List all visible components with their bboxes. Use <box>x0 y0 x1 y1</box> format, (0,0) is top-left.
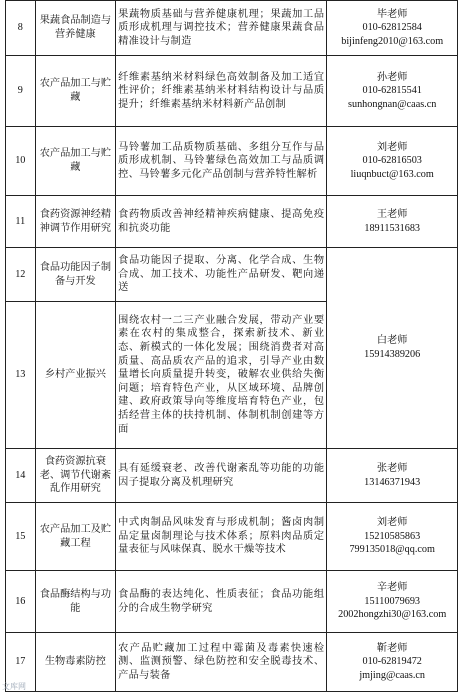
row-number: 15 <box>6 503 36 571</box>
table-row <box>6 633 458 692</box>
contact-name: 毕老师 <box>376 8 408 20</box>
research-field: 食药资源抗衰老、调节代谢紊乱作用研究 <box>35 449 116 503</box>
row-number: 16 <box>6 571 36 633</box>
contact-cell <box>327 449 458 503</box>
research-direction: 食药物质改善神经精神疾病健康、提高免疫和抗炎功能 <box>116 196 327 248</box>
contact-cell <box>327 56 458 127</box>
contact-email[interactable]: 2002hongzhi30@163.com <box>338 609 447 621</box>
research-field: 生物毒素防控 <box>35 633 116 692</box>
table-row <box>6 571 458 633</box>
row-number: 8 <box>6 1 36 56</box>
row-number: 10 <box>6 127 36 196</box>
research-field: 农产品加工与贮藏 <box>35 56 116 127</box>
table-row <box>6 196 458 248</box>
contact-name: 孙老师 <box>376 71 408 83</box>
contact-email[interactable]: 799135018@qq.com <box>349 544 435 556</box>
contact-name: 白老师 <box>376 335 408 347</box>
contact-cell <box>327 196 458 248</box>
contact-name: 刘老师 <box>376 517 408 529</box>
research-direction: 马铃薯加工品质物质基础、多组分互作与品质形成机制、马铃薯绿色高效加工与品质调控、马铃薯多元化产品创制与营养特性解析 <box>116 127 327 196</box>
research-direction: 具有延缓衰老、改善代谢紊乱等功能的功能因子提取分离及机理研究 <box>116 449 327 503</box>
contact-phone: 010-62812584 <box>362 22 422 34</box>
contact-phone: 010-62819472 <box>362 656 422 668</box>
contact-cell <box>327 248 458 449</box>
contact-email[interactable]: jmjing@caas.cn <box>359 669 426 681</box>
contact-phone: 010-62815541 <box>362 85 422 97</box>
row-number: 12 <box>6 248 36 302</box>
contact-phone: 13146371943 <box>364 476 421 488</box>
talent-table <box>5 0 458 692</box>
contact-name: 靳老师 <box>376 642 408 654</box>
contact-email[interactable]: liuqnbuct@163.com <box>350 168 434 180</box>
research-direction: 果蔬物质基础与营养健康机理；果蔬加工品质形成机理与调控技术；营养健康果蔬食品精准设计与制造 <box>116 1 327 56</box>
research-field: 食品酶结构与功能 <box>35 571 116 633</box>
contact-email[interactable]: sunhongnan@caas.cn <box>348 98 437 110</box>
table-row <box>6 56 458 127</box>
contact-phone: 15110079693 <box>364 595 421 607</box>
contact-phone: 15210585863 <box>364 530 421 542</box>
contact-phone: 18911531683 <box>364 222 421 234</box>
research-direction: 纤维素基纳米材料绿色高效制备及加工适宜性评价；纤维素基纳米材料结构设计与品质提升；纤维素基纳米材料新产品创制 <box>116 56 327 127</box>
contact-phone: 15914389206 <box>364 349 421 360</box>
research-field: 果蔬食品制造与营养健康 <box>35 1 116 56</box>
research-direction: 食品酶的表达纯化、性质表征；食品功能组分的合成生物学研究 <box>116 571 327 633</box>
table-row <box>6 248 458 302</box>
research-field: 农产品加工及贮藏工程 <box>35 503 116 571</box>
contact-cell <box>327 633 458 692</box>
table-row <box>6 127 458 196</box>
research-direction: 农产品贮藏加工过程中霉菌及毒素快速检测、监测预警、绿色防控和安全脱毒技术、产品与装备 <box>116 633 327 692</box>
research-field: 农产品加工与贮藏 <box>35 127 116 196</box>
research-field: 乡村产业振兴 <box>35 302 116 449</box>
table-row <box>6 1 458 56</box>
table-row <box>6 503 458 571</box>
row-number: 17 <box>6 633 36 692</box>
contact-cell <box>327 571 458 633</box>
contact-cell <box>327 127 458 196</box>
contact-cell <box>327 503 458 571</box>
research-field: 食品功能因子制备与开发 <box>35 248 116 302</box>
row-number: 11 <box>6 196 36 248</box>
research-direction: 围绕农村一二三产业融合发展，带动产业要素在农村的集成整合，探索新技术、新业态、新模式的一体化发展；围绕消费者对高质量、高品质农产品的追求，引导产业由数量增长向质量提升转变，破解农业供给失衡问题；培育特色产业，从区域环境、品牌创建、政府政策导向等维度培育特色产业，包括经营主体的扶持机制、体制机制创建等方面 <box>116 302 327 449</box>
contact-cell <box>327 1 458 56</box>
contact-name: 王老师 <box>376 208 408 220</box>
research-direction: 中式肉制品风味发育与形成机制；酱卤肉制品定量卤制理论与技术体系；原料肉品质定量表征与风味保真、脱水干燥等技术 <box>116 503 327 571</box>
row-number: 14 <box>6 449 36 503</box>
contact-name: 张老师 <box>376 462 408 474</box>
watermark: 文库网 <box>2 682 26 691</box>
row-number: 9 <box>6 56 36 127</box>
contact-name: 刘老师 <box>376 141 408 153</box>
contact-phone: 010-62816503 <box>362 155 422 167</box>
row-number: 13 <box>6 302 36 449</box>
research-field: 食药资源神经精神调节作用研究 <box>35 196 116 248</box>
contact-email[interactable]: bijinfeng2010@163.com <box>341 35 444 47</box>
contact-name: 辛老师 <box>376 582 408 594</box>
table-row <box>6 449 458 503</box>
research-direction: 食品功能因子提取、分离、化学合成、生物合成、加工技术、功能性产品研发、靶向递送 <box>116 248 327 302</box>
